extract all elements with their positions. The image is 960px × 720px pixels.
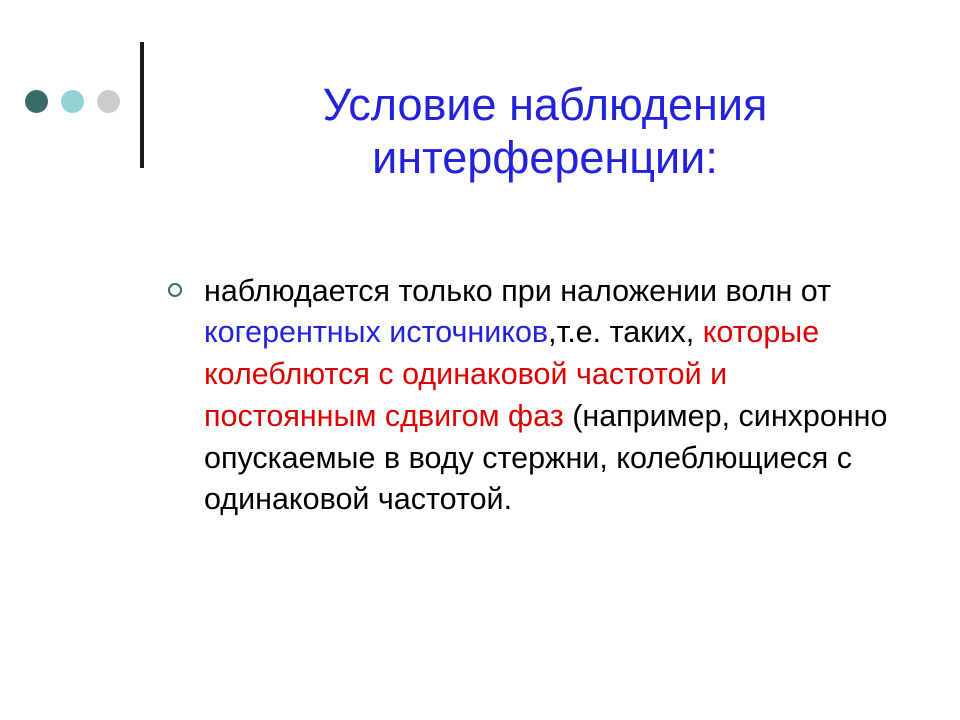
bullet-text bbox=[204, 271, 888, 522]
decoration-dot-1 bbox=[25, 90, 48, 113]
decoration-dot-2 bbox=[61, 90, 84, 113]
bullet-list-item bbox=[168, 271, 888, 522]
title-decoration bbox=[22, 42, 152, 172]
bullet-segment-2: когерентных источников bbox=[204, 315, 549, 350]
open-circle-bullet-icon bbox=[168, 283, 182, 297]
slide-body bbox=[168, 240, 888, 552]
bullet-segment-5: (например, синхронно опускаемые в воду стержни, колеблющиеся с одинаковой частотой. bbox=[204, 398, 888, 517]
bullet-segment-1: наблюдается только при наложении волн от bbox=[204, 273, 832, 308]
decoration-dot-3 bbox=[97, 90, 120, 113]
slide-title: Условие наблюдения интерференции: bbox=[322, 79, 768, 184]
decoration-vertical-rule bbox=[140, 42, 144, 168]
bullet-segment-3: ,т.е. таких, bbox=[548, 315, 703, 350]
bullet-segment-4: которые колеблются с одинаковой частотой и постоянным сдвигом фаз bbox=[204, 315, 820, 433]
